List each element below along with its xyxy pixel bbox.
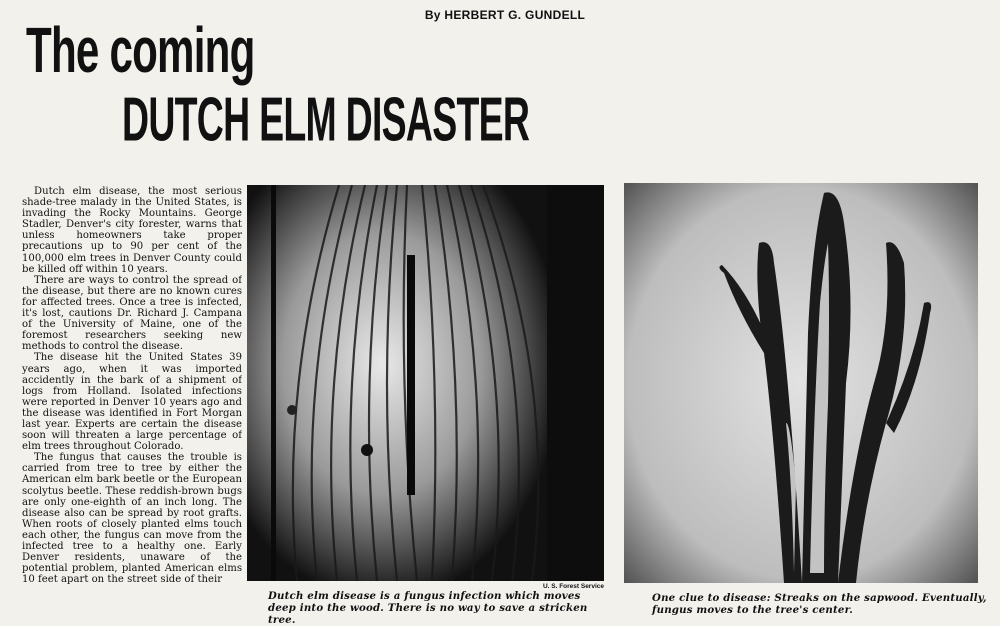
photo-credit: U. S. Forest Service bbox=[542, 583, 604, 590]
headline-line-2: DUTCH ELM DISASTER bbox=[122, 85, 530, 155]
byline: By HERBERT G. GUNDELL bbox=[424, 8, 586, 22]
article-paragraph: There are ways to control the spread of the disease, but there are no known cures for affected trees. Once a tree is infected, it's lost, cautions Dr. Richard J. Campana of the University of Maine, one of the foremost researchers seeking new methods to control the disease. bbox=[22, 274, 242, 353]
article-paragraph: The disease hit the United States 39 years ago, when it was imported accidently in the bark of a shipment of logs from Holland. Isolated infections were reported in Denver 10 years ago and the disease was identified in Fort Morgan last year. Experts are certain the disease soon will threaten a large percentage of elm trees throughout Colorado. bbox=[22, 352, 242, 453]
article-body bbox=[22, 186, 242, 616]
photo-caption: Dutch elm disease is a fungus infection which moves deep into the wood. There is no way to save a stricken tree. bbox=[268, 590, 588, 626]
article-paragraph: Dutch elm disease, the most serious shade-tree malady in the United States, is invading the Rocky Mountains. George Stadler, Denver's city forester, warns that unless homeowners take proper precautions up to 90 per cent of the 100,000 elm trees in Denver County could be killed off within 10 years. bbox=[22, 186, 242, 275]
beetle-gallery-photo bbox=[247, 185, 604, 581]
split-branch-illustration bbox=[624, 183, 978, 583]
sapwood-branch-photo bbox=[624, 183, 978, 583]
headline-line-1: The coming bbox=[26, 15, 255, 86]
article-paragraph: The fungus that causes the trouble is carried from tree to tree by either the American elm bark beetle or the European scolytus beetle. These reddish-brown bugs are only one-eighth of an inch long. The disease also can be spread by root grafts. When roots of closely planted elms touch each other, the fungus can move from the infected tree to a healthy one. Early Denver residents, unaware of the potential problem, planted American elms 10 feet apart on the street side of their bbox=[22, 452, 242, 586]
photo-caption: One clue to disease: Streaks on the sapwood. Eventually, fungus moves to the tree's center. bbox=[652, 592, 987, 616]
beetle-gallery-illustration bbox=[247, 185, 604, 581]
